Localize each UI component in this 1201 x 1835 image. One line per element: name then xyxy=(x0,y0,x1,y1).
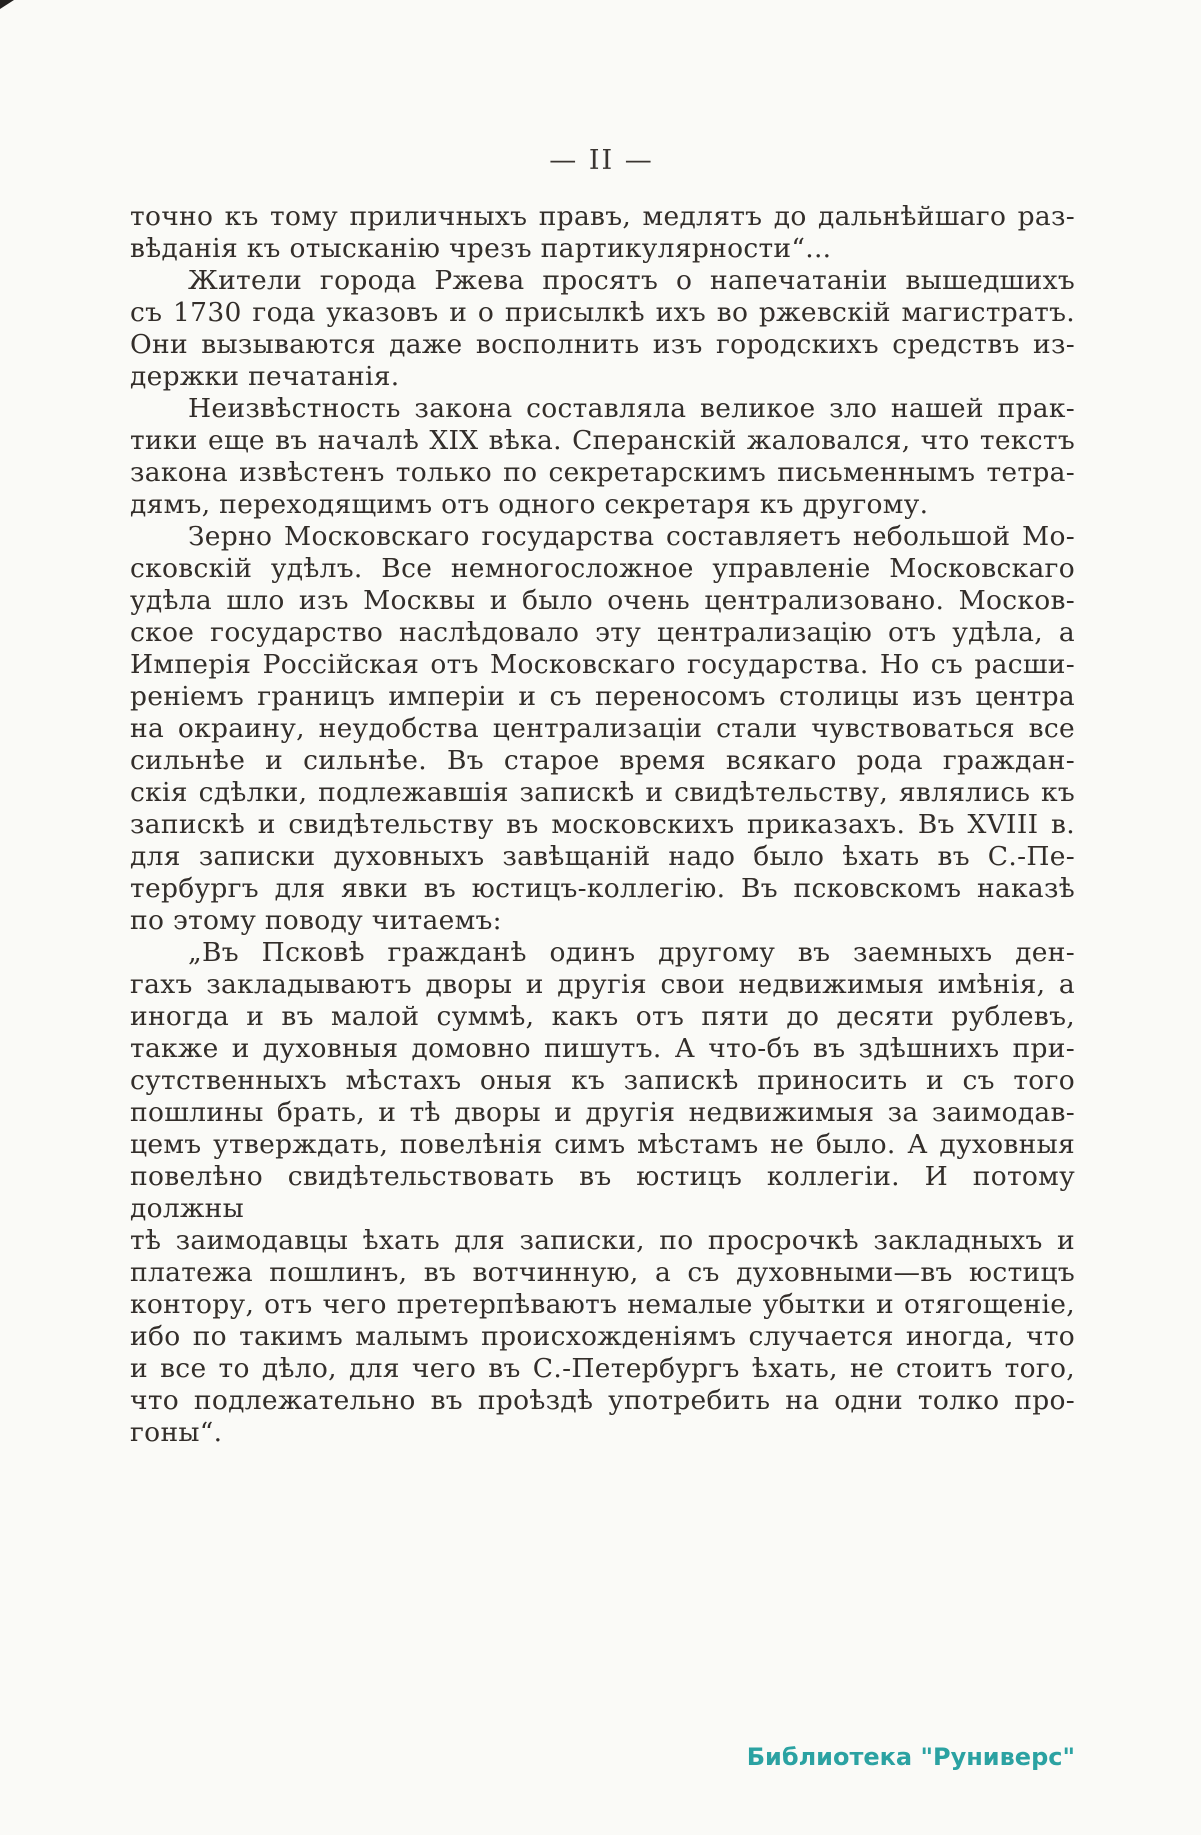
paragraph xyxy=(130,201,1075,265)
text-line: сковскій удѣлъ. Все немногосложное управленіе Московскаго xyxy=(130,553,1075,584)
text-line: Имперія Россійская отъ Московскаго государства. Но съ расши- xyxy=(130,649,1075,680)
text-line: иногда и въ малой суммѣ, какъ отъ пяти до десяти рублевъ, xyxy=(130,1001,1075,1032)
text-line: вѣданія къ отысканію чрезъ партикулярности“... xyxy=(130,233,832,264)
paragraph xyxy=(130,521,1075,937)
scan-artifact xyxy=(0,0,14,9)
text-line: дямъ, переходящимъ отъ одного секретаря къ другому. xyxy=(130,489,929,520)
page-number: — II — xyxy=(549,145,654,176)
text-line: по этому поводу читаемъ: xyxy=(130,905,502,936)
text-line: повелѣно свидѣтельствовать въ юстицъ коллегіи. И потому должны xyxy=(130,1161,1075,1224)
text-line: тики еще въ началѣ XIX вѣка. Сперанскій жаловался, что текстъ xyxy=(130,425,1075,456)
paragraph xyxy=(130,937,1075,1449)
text-line: держки печатанія. xyxy=(130,361,400,392)
text-line: для записки духовныхъ завѣщаній надо было ѣхать въ С.-Пе- xyxy=(130,841,1075,872)
text-line: запискѣ и свидѣтельству въ московскихъ приказахъ. Въ XVIII в. xyxy=(130,809,1075,840)
text-line: платежа пошлинъ, въ вотчинную, а съ духовными—въ юстицъ xyxy=(130,1257,1075,1288)
text-line: „Въ Псковѣ гражданѣ одинъ другому въ заемныхъ ден- xyxy=(188,937,1075,968)
text-line: закона извѣстенъ только по секретарскимъ письменнымъ тетра- xyxy=(130,457,1075,488)
text-line: также и духовныя домовно пишутъ. А что-бъ въ здѣшнихъ при- xyxy=(130,1033,1075,1064)
text-line: Неизвѣстность закона составляла великое зло нашей прак- xyxy=(188,393,1075,424)
text-line: удѣла шло изъ Москвы и было очень централизовано. Москов- xyxy=(130,585,1075,616)
page-body xyxy=(130,201,1075,1449)
text-line: что подлежательно въ проѣздѣ употребить на одни толко про- xyxy=(130,1385,1075,1416)
text-line: съ 1730 года указовъ и о присылкѣ ихъ во ржевскій магистратъ. xyxy=(130,297,1075,328)
text-line: скія сдѣлки, подлежавшія запискѣ и свидѣтельству, являлись къ xyxy=(130,777,1075,808)
text-line: Жители города Ржева просятъ о напечатаніи вышедшихъ xyxy=(188,265,1075,296)
text-line: цемъ утверждать, повелѣнія симъ мѣстамъ не было. А духовныя xyxy=(130,1129,1075,1160)
text-line: Они вызываются даже восполнить изъ городскихъ средствъ из- xyxy=(130,329,1075,360)
text-line: реніемъ границъ имперіи и съ переносомъ столицы изъ центра xyxy=(130,681,1075,712)
paragraph xyxy=(130,393,1075,521)
paragraph xyxy=(130,265,1075,393)
text-line: контору, отъ чего претерпѣваютъ немалые убытки и отягощеніе, xyxy=(130,1289,1075,1320)
text-line: гахъ закладываютъ дворы и другія свои недвижимыя имѣнія, а xyxy=(130,969,1075,1000)
text-line: сильнѣе и сильнѣе. Въ старое время всякаго рода граждан- xyxy=(130,745,1075,776)
text-line: точно къ тому приличныхъ правъ, медлятъ до дальнѣйшаго раз- xyxy=(130,201,1075,232)
text-line: ское государство наслѣдовало эту централизацію отъ удѣла, а xyxy=(130,617,1075,648)
text-line: и все то дѣло, для чего въ С.-Петербургъ ѣхать, не стоитъ того, xyxy=(130,1353,1075,1384)
text-line: Зерно Московскаго государства составляетъ небольшой Мо- xyxy=(188,521,1075,552)
text-line: сутственныхъ мѣстахъ оныя къ запискѣ приносить и съ того xyxy=(130,1065,1075,1096)
text-line: тербургъ для явки въ юстицъ-коллегію. Въ псковскомъ наказѣ xyxy=(130,873,1075,904)
text-line: ибо по такимъ малымъ происхожденіямъ случается иногда, что xyxy=(130,1321,1075,1352)
text-line: пошлины брать, и тѣ дворы и другія недвижимыя за заимодав- xyxy=(130,1097,1075,1128)
text-line: гоны“. xyxy=(130,1417,223,1448)
text-line: тѣ заимодавцы ѣхать для записки, по просрочкѣ закладныхъ и xyxy=(130,1225,1075,1256)
library-watermark: Библиотека "Руниверс" xyxy=(746,1743,1075,1771)
text-line: на окраину, неудобства централизаціи стали чувствоваться все xyxy=(130,713,1075,744)
